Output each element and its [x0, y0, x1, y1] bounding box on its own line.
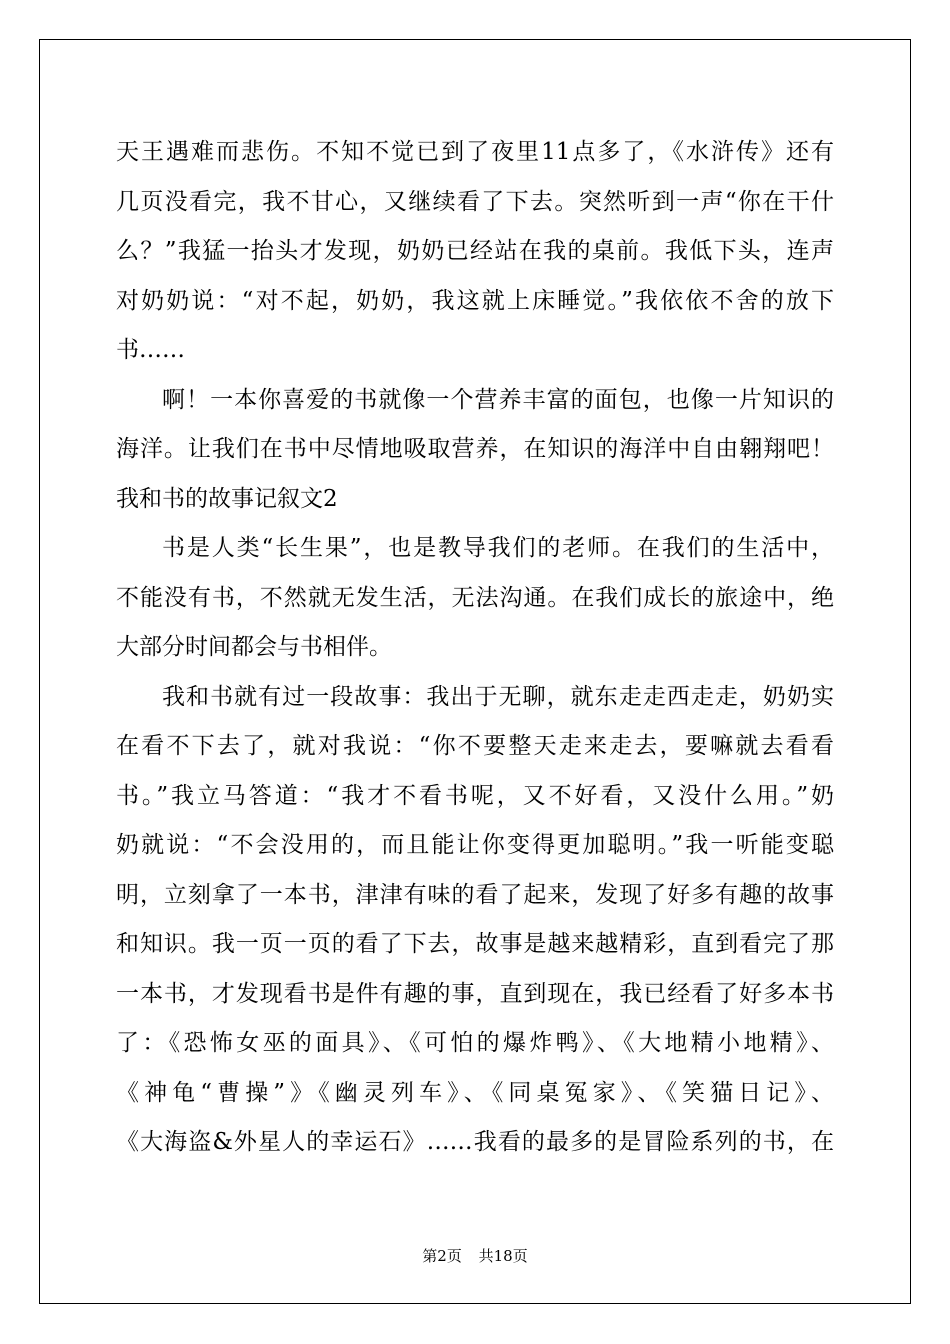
text-line: 书是人类“长生果”，也是教导我们的老师。在我们的生活中， [162, 535, 834, 561]
page-footer [0, 1245, 950, 1266]
total-pages: 共18页 [478, 1247, 528, 1265]
text-line: 不能没有书，不然就无发生活，无法沟通。在我们成长的旅途中，绝 [116, 584, 834, 611]
text-line: 对奶奶说：“对不起，奶奶，我这就上床睡觉。”我依依不舍的放下 [116, 287, 834, 314]
text-line: 天王遇难而悲伤。不知不觉已到了夜里11点多了，《水浒传》还有 [116, 139, 834, 165]
text-line: 明，立刻拿了一本书，津津有味的看了起来，发现了好多有趣的故事 [116, 881, 834, 908]
page-number: 第2页 [422, 1247, 462, 1265]
text-line: 《神龟“曹操”》《幽灵列车》、《同桌冤家》、《笑猫日记》、 [116, 1079, 834, 1106]
text-line: 么？”我猛一抬头才发现，奶奶已经站在我的桌前。我低下头，连声 [116, 238, 834, 264]
text-line: 奶就说：“不会没用的，而且能让你变得更加聪明。”我一听能变聪 [116, 832, 834, 858]
document-body [116, 128, 834, 1168]
text-line: 我和书的故事记叙文2 [116, 485, 338, 512]
text-line: 啊！一本你喜爱的书就像一个营养丰富的面包，也像一片知识的 [162, 386, 834, 413]
text-line: 我和书就有过一段故事：我出于无聊，就东走走西走走，奶奶实 [162, 683, 834, 710]
text-line: 书。”我立马答道：“我才不看书呢，又不好看，又没什么用。”奶 [116, 782, 834, 809]
text-line: 和知识。我一页一页的看了下去，故事是越来越精彩，直到看完了那 [116, 931, 834, 957]
text-line: 书…… [116, 337, 185, 363]
text-line: 大部分时间都会与书相伴。 [116, 634, 392, 660]
text-line: 海洋。让我们在书中尽情地吸取营养，在知识的海洋中自由翱翔吧！ [116, 436, 834, 462]
text-line: 一本书，才发现看书是件有趣的事，直到现在，我已经看了好多本书 [116, 980, 834, 1007]
text-line: 了：《恐怖女巫的面具》、《可怕的爆炸鸭》、《大地精小地精》、 [116, 1030, 834, 1056]
text-line: 《大海盗&外星人的幸运石》……我看的最多的是冒险系列的书，在 [116, 1129, 834, 1155]
text-line: 在看不下去了，就对我说：“你不要整天走来走去，要嘛就去看看 [116, 733, 834, 759]
text-line: 几页没看完，我不甘心，又继续看了下去。突然听到一声“你在干什 [116, 188, 834, 215]
